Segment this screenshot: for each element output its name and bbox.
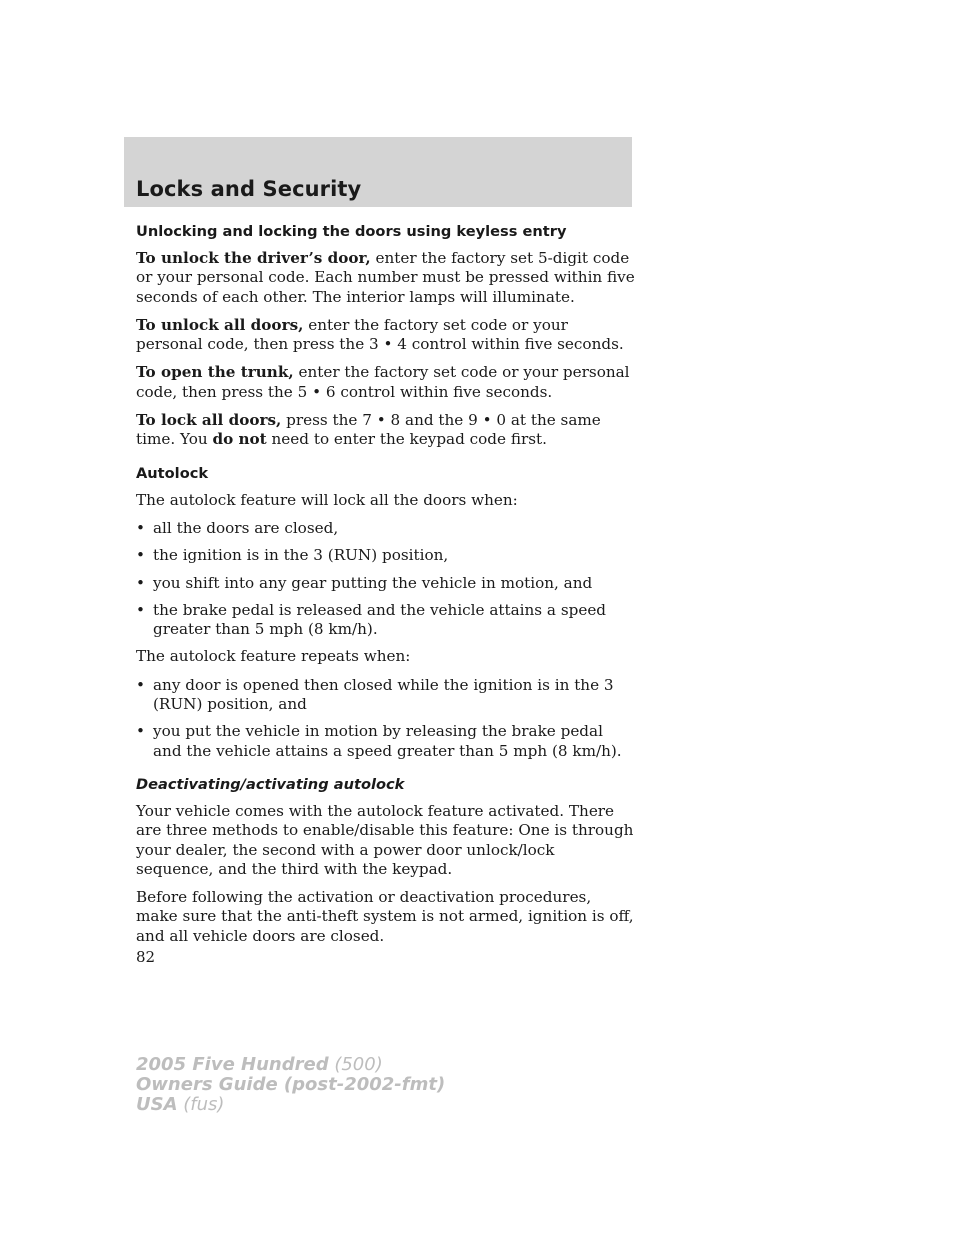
- bullet-glyph: •: [136, 675, 145, 694]
- paragraph-unlock-driver-door: To unlock the driver’s door, enter the factory set 5-digit code or your personal code. Each number must be pressed within five seconds of each other. The interior lamps will illuminate.: [136, 249, 635, 306]
- paragraph-open-trunk: To open the trunk, enter the factory set code or your personal code, then press the 5 • 6 control within five seconds.: [136, 363, 630, 401]
- paragraph-autolock-intro: The autolock feature will lock all the doors when:: [136, 490, 518, 509]
- paragraph-autolock-methods: Your vehicle comes with the autolock feature activated. There are three methods to enable/disable this feature: One is through your dealer, the second with a power door unlock/lock sequence, and the third with the keypad.: [136, 801, 634, 878]
- bullet-glyph: •: [136, 722, 145, 741]
- list-item: • all the doors are closed,: [136, 518, 339, 537]
- bullet-glyph: •: [136, 546, 145, 565]
- heading-keyless-entry: Unlocking and locking the doors using keyless entry: [136, 223, 567, 240]
- list-item: • you put the vehicle in motion by releasing the brake pedal and the vehicle attains a speed greater than 5 mph (8 km/h).: [136, 722, 622, 760]
- list-item: • the brake pedal is released and the vehicle attains a speed greater than 5 mph (8 km/h).: [136, 600, 607, 639]
- section-title: Locks and Security: [136, 177, 362, 201]
- paragraph-autolock-repeats: The autolock feature repeats when:: [136, 647, 411, 666]
- page-number: 82: [136, 948, 156, 966]
- footer-line-model: 2005 Five Hundred (500): [136, 1054, 383, 1075]
- paragraph-lock-all-doors: To lock all doors, press the 7 • 8 and the 9 • 0 at the same time. You do not need to enter the keypad code first.: [136, 411, 601, 449]
- paragraph-unlock-all-doors: To unlock all doors, enter the factory set code or your personal code, then press the 3 • 4 control within five seconds.: [136, 315, 624, 354]
- page-content: [136, 222, 636, 955]
- footer-line-guide: Owners Guide (post-2002-fmt): [136, 1074, 446, 1095]
- bullet-glyph: •: [136, 600, 145, 619]
- footer-line-market: USA (fus): [136, 1094, 225, 1115]
- list-item: • the ignition is in the 3 (RUN) position,: [136, 546, 449, 565]
- list-autolock-conditions: [136, 519, 636, 639]
- heading-autolock: Autolock: [136, 464, 209, 482]
- list-item: • any door is opened then closed while the ignition is in the 3 (RUN) position, and: [136, 675, 614, 714]
- section-header-band: [124, 137, 632, 207]
- list-autolock-repeat-conditions: [136, 676, 636, 761]
- paragraph-before-procedures: Before following the activation or deactivation procedures, make sure that the anti-theft system is not armed, ignition is off, and all vehicle doors are closed.: [136, 888, 634, 945]
- heading-deactivating-autolock: Deactivating/activating autolock: [136, 775, 405, 793]
- list-item: • you shift into any gear putting the vehicle in motion, and: [136, 573, 593, 592]
- bullet-glyph: •: [136, 518, 145, 537]
- bullet-glyph: •: [136, 573, 145, 592]
- footer-watermark: [136, 1055, 445, 1115]
